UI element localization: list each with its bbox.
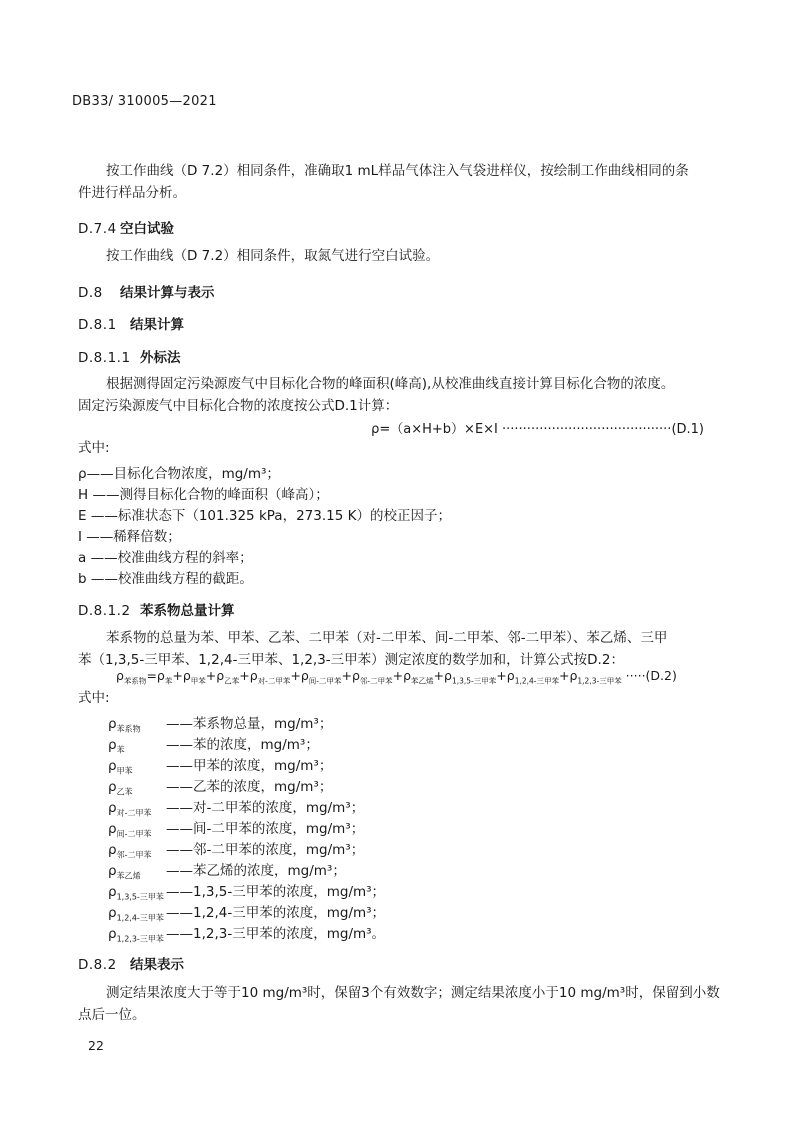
formula-number: ·····(D.2): [621, 668, 677, 683]
definitions-list-2: [108, 712, 385, 943]
definition-o-xylene: $\rho_{邻-二甲苯}$ ——邻-二甲苯的浓度，mg/m³；: [108, 842, 365, 860]
definition-ethylbenzene: $\rho_{乙苯}$ ——乙苯的浓度，mg/m³；: [108, 779, 333, 797]
paragraph-external-standard-line2: 固定污染源废气中目标化合物的浓度按公式D.1计算：: [78, 398, 399, 414]
term-symbol: ρ: [351, 668, 360, 683]
definition-124-trimethylbenzene: $\rho_{1,2,4-三甲苯}$ ——1,2,4-三甲苯的浓度，mg/m³；: [108, 905, 386, 923]
document-code-header: DB33/ 310005—2021: [72, 94, 217, 109]
definitions-list-1: [78, 462, 451, 588]
term-subscript: 间-二甲苯: [308, 676, 342, 686]
term-symbol: ρ: [216, 668, 225, 683]
term-subscript: 1,2,4-三甲苯: [514, 676, 559, 686]
definition-i: I ——稀释倍数；: [78, 529, 181, 545]
term-symbol: ρ: [569, 668, 578, 683]
section-d8-heading: [78, 281, 215, 301]
term-subscript: 苯乙烯: [411, 676, 434, 686]
formula-lhs-symbol: ρ: [116, 668, 124, 683]
definition-135-trimethylbenzene: $\rho_{1,3,5-三甲苯}$ ——1,3,5-三甲苯的浓度，mg/m³；: [108, 884, 386, 902]
definition-h: H ——测得目标化合物的峰面积（峰高）；: [78, 487, 329, 503]
definition-styrene: $\rho_{苯乙烯}$ ——苯乙烯的浓度，mg/m³；: [108, 863, 346, 881]
definition-123-trimethylbenzene: $\rho_{1,2,3-三甲苯}$ ——1,2,3-三甲苯的浓度，mg/m³。: [108, 926, 386, 944]
section-title: 苯系物总量计算: [140, 603, 235, 619]
paragraph-external-standard-line1: 根据测得固定污染源废气中目标化合物的峰面积(峰高),从校准曲线直接计算目标化合物的浓度。: [106, 376, 675, 392]
definition-rho: ρ——目标化合物浓度，mg/m³；: [78, 466, 280, 482]
term-symbol: ρ: [506, 668, 515, 683]
section-number: D.8: [78, 285, 103, 301]
term-symbol: ρ: [182, 668, 191, 683]
section-d811-heading: [78, 346, 181, 366]
definition-b: b ——校准曲线方程的截距。: [78, 571, 253, 587]
term-symbol: ρ: [403, 668, 412, 683]
section-title: 结果表示: [130, 957, 184, 973]
paragraph-sample-analysis-line2: 件进行样品分析。: [78, 185, 186, 201]
term-subscript: 苯: [164, 676, 173, 686]
section-number: D.8.1: [78, 317, 117, 333]
paragraph-sample-analysis-line1: 按工作曲线（D 7.2）相同条件，准确取1 mL样品气体注入气袋进样仪，按绘制工作曲线相同的条: [106, 163, 689, 179]
section-d82-heading: [78, 953, 184, 973]
term-symbol: ρ: [444, 668, 452, 683]
term-symbol: ρ: [300, 668, 309, 683]
definition-btex-total: $\rho_{苯系物}$ ——苯系物总量，mg/m³；: [108, 716, 333, 734]
paragraph-btex-total-line1: 苯系物的总量为苯、甲苯、乙苯、二甲苯（对-二甲苯、间-二甲苯、邻-二甲苯）、苯乙烯、三甲: [106, 630, 668, 646]
definition-benzene: $\rho_苯$ ——苯的浓度，mg/m³；: [108, 737, 319, 755]
where-label-2: 式中:: [78, 690, 110, 706]
section-title: 空白试验: [120, 221, 174, 237]
definition-m-xylene: $\rho_{间-二甲苯}$ ——间-二甲苯的浓度，mg/m³；: [108, 821, 365, 839]
definition-toluene: $\rho_{甲苯}$ ——甲苯的浓度，mg/m³；: [108, 758, 333, 776]
paragraph-result-expression-line2: 点后一位。: [78, 1007, 146, 1023]
term-subscript: 对-二甲苯: [257, 676, 291, 686]
paragraph-btex-total-line2: 苯（1,3,5-三甲苯、1,2,4-三甲苯、1,2,3-三甲苯）测定浓度的数学加和，计算公式按D.2：: [78, 652, 624, 668]
section-title: 外标法: [140, 350, 181, 366]
page-number: 22: [88, 1038, 104, 1053]
section-title: 结果计算与表示: [120, 285, 215, 301]
term-subscript: 1,2,3-三甲苯: [577, 676, 622, 686]
where-label-1: 式中:: [78, 440, 110, 456]
section-d812-heading: [78, 599, 235, 619]
definition-p-xylene: $\rho_{对-二甲苯}$ ——对-二甲苯的浓度，mg/m³；: [108, 800, 365, 818]
definition-a: a ——校准曲线方程的斜率；: [78, 550, 253, 566]
term-subscript: 邻-二甲苯: [359, 676, 393, 686]
definition-e: E ——标准状态下（101.325 kPa，273.15 K）的校正因子；: [78, 508, 451, 524]
term-subscript: 1,3,5-三甲苯: [451, 676, 497, 686]
formula-lhs-subscript: 苯系物: [123, 676, 147, 686]
section-d81-heading: [78, 313, 184, 333]
section-title: 结果计算: [130, 317, 184, 333]
paragraph-result-expression-line1: 测定结果浓度大于等于10 mg/m³时，保留3个有效数字；测定结果浓度小于10 mg/m³时，保留到小数: [106, 985, 720, 1001]
term-symbol: ρ: [156, 668, 165, 683]
term-symbol: ρ: [249, 668, 258, 683]
section-number: D.7.4: [78, 221, 117, 237]
term-subscript: 乙苯: [224, 676, 240, 686]
formula-d2: $\rho_{苯系物}=\rho_苯+\rho_{甲苯}+\rho_{乙苯}+\rho_{对-二甲苯}+\rho_{间-二甲苯}+\rho_{邻-二甲苯}+\rho_{苯乙烯}+\rho_{1,3,5-三甲苯}+\rho_{1,2,4-三甲苯}+\rho_{1,2,3-三甲苯} \cdot\cdot\cdot\cdot\cdot(D.2)$: [116, 668, 677, 686]
section-number: D.8.1.1: [78, 350, 131, 366]
section-d74-heading: [78, 217, 174, 237]
section-number: D.8.2: [78, 957, 117, 973]
paragraph-blank-test: 按工作曲线（D 7.2）相同条件，取氮气进行空白试验。: [106, 248, 440, 264]
formula-d1: ρ=（a×H+b）×E×I ·········································(D.1): [371, 422, 704, 437]
term-subscript: 甲苯: [190, 676, 206, 686]
section-number: D.8.1.2: [78, 603, 131, 619]
